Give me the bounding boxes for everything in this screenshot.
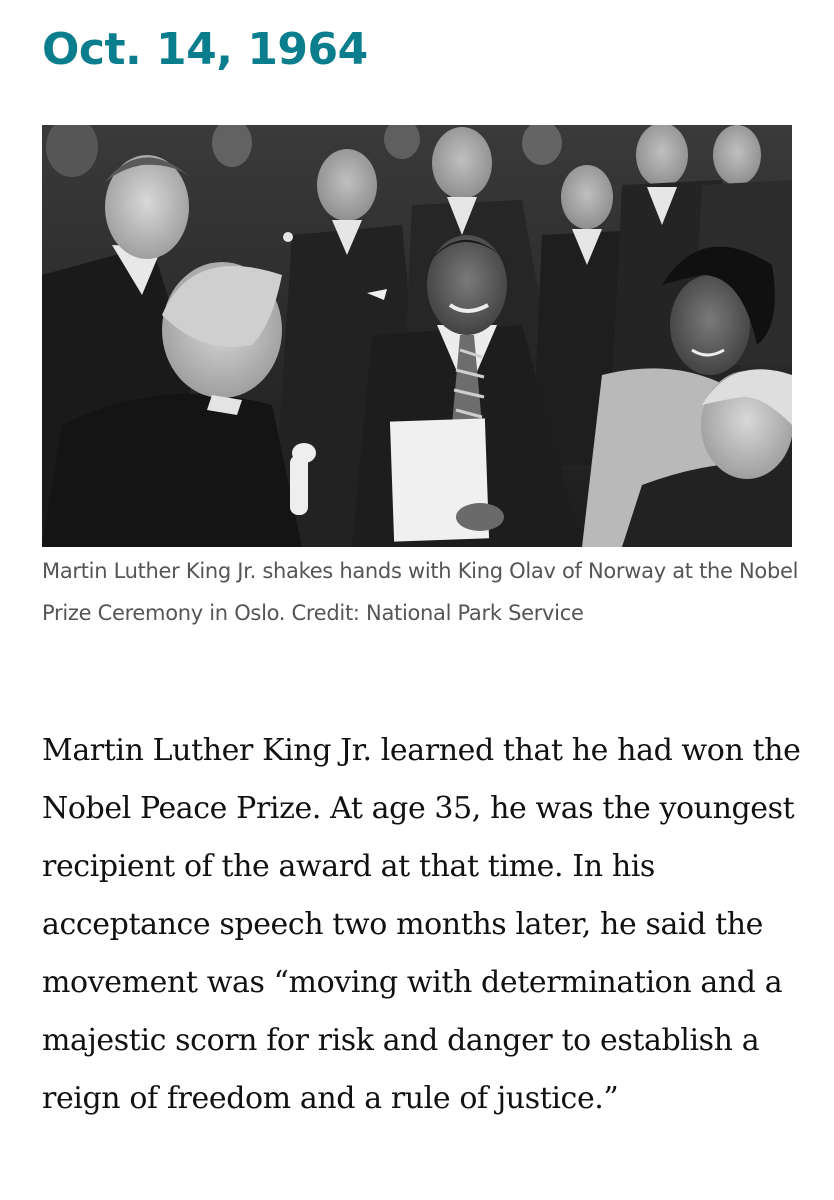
article-body: Martin Luther King Jr. learned that he had won the Nobel Peace Prize. At age 35, he was the youngest recipient of the award at that time. In his acceptance speech two months later, he said the movement was “moving with determination and a majestic scorn for risk and danger to establish a reign of freedom and a rule of justice.” [42, 733, 801, 1116]
photo-caption: Martin Luther King Jr. shakes hands with King Olav of Norway at the Nobel Prize Ceremony in Oslo. Credit: National Park Service [42, 559, 799, 625]
date-heading: Oct. 14, 1964 [42, 24, 368, 75]
ceremony-photo [42, 125, 792, 547]
